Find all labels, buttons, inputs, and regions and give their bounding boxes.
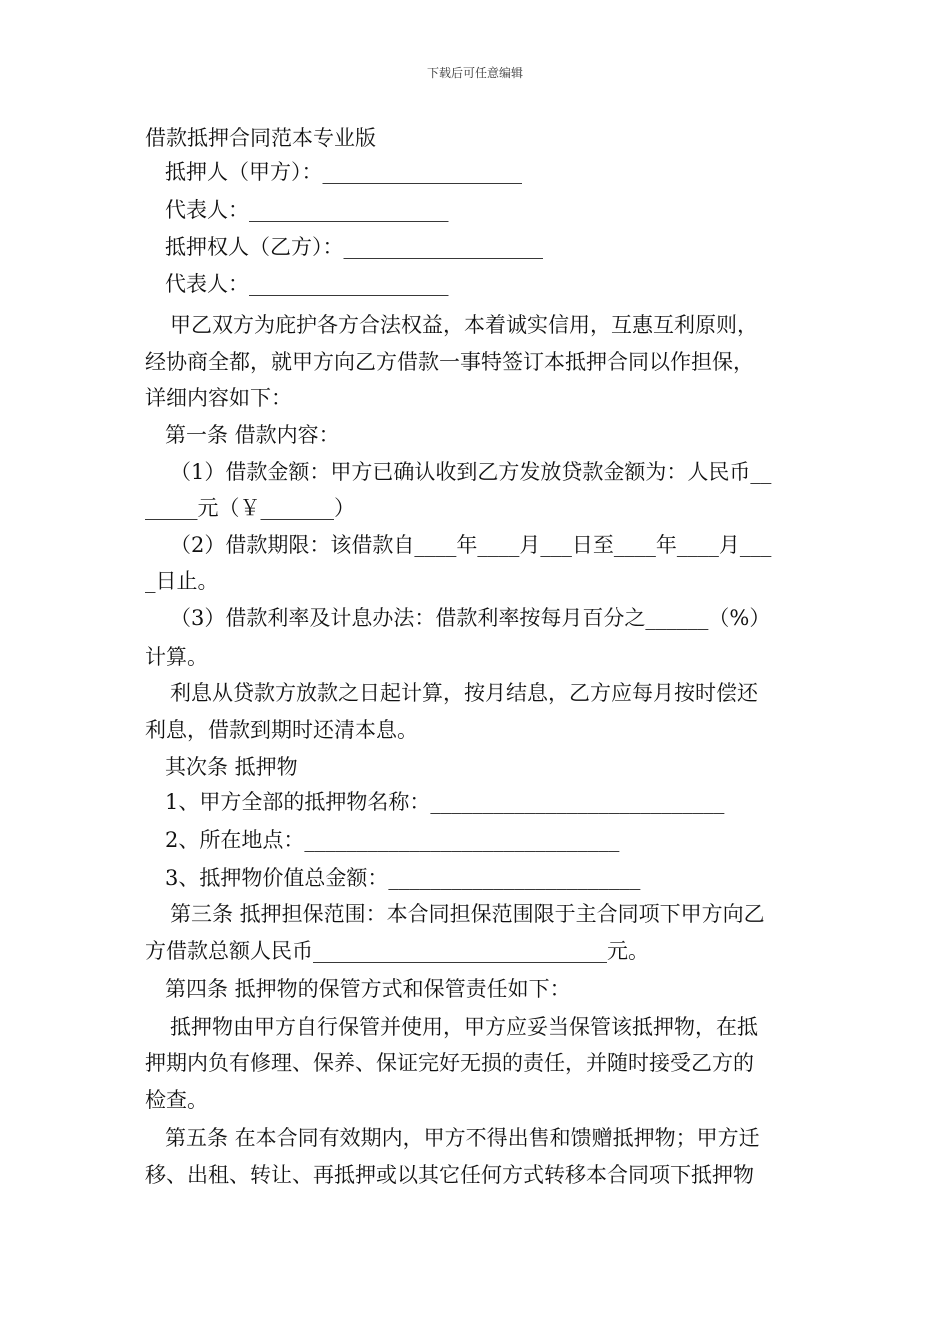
body-line: （2）借款期限：该借款自____年____月___日至____年____月___ — [170, 533, 772, 557]
body-line: 利息从贷款方放款之日起计算，按月结息，乙方应每月按时偿还 — [170, 681, 758, 705]
representative-field-b: 代表人：___________________ — [165, 272, 449, 296]
article-heading: 第一条 借款内容： — [165, 423, 340, 447]
body-line: 押期内负有修理、保养、保证完好无损的责任，并随时接受乙方的 — [145, 1051, 754, 1075]
mortgagee-field: 抵押权人（乙方）：___________________ — [165, 235, 543, 259]
representative-field-a: 代表人：___________________ — [165, 198, 449, 222]
collateral-value-field: 3、抵押物价值总金额：________________________ — [165, 866, 641, 890]
body-line: 利息，借款到期时还清本息。 — [145, 718, 418, 742]
body-line: _日止。 — [145, 569, 219, 593]
article-heading: 其次条 抵押物 — [165, 755, 298, 779]
document-title: 借款抵押合同范本专业版 — [145, 126, 376, 150]
body-line: 计算。 — [145, 645, 208, 669]
body-line: 甲乙双方为庇护各方合法权益，本着诚实信用，互惠互利原则， — [170, 313, 758, 337]
body-line: 检查。 — [145, 1088, 208, 1112]
body-line: 经协商全都，就甲方向乙方借款一事特签订本抵押合同以作担保， — [145, 350, 754, 374]
page-header: 下载后可任意编辑 — [426, 66, 523, 80]
body-line: 第三条 抵押担保范围：本合同担保范围限于主合同项下甲方向乙 — [170, 902, 765, 926]
mortgagor-field: 抵押人（甲方）：___________________ — [165, 160, 522, 184]
body-line: 方借款总额人民币____________________________元。 — [145, 939, 649, 963]
body-line: （1）借款金额：甲方已确认收到乙方发放贷款金额为：人民币__ — [170, 460, 772, 484]
collateral-location-field: 2、所在地点：______________________________ — [165, 828, 620, 852]
body-line: 抵押物由甲方自行保管并使用，甲方应妥当保管该抵押物，在抵 — [170, 1015, 758, 1039]
body-line: 第五条 在本合同有效期内，甲方不得出售和馈赠抵押物；甲方迁 — [165, 1126, 760, 1150]
article-heading: 第四条 抵押物的保管方式和保管责任如下： — [165, 977, 571, 1001]
body-line: 移、出租、转让、再抵押或以其它任何方式转移本合同项下抵押物 — [145, 1163, 754, 1187]
body-line: 详细内容如下： — [145, 386, 292, 410]
body-line: （3）借款利率及计息办法：借款利率按每月百分之______（%） — [170, 606, 771, 630]
body-line: _____元（￥_______） — [145, 496, 355, 520]
collateral-name-field: 1、甲方全部的抵押物名称：____________________________ — [165, 790, 725, 814]
